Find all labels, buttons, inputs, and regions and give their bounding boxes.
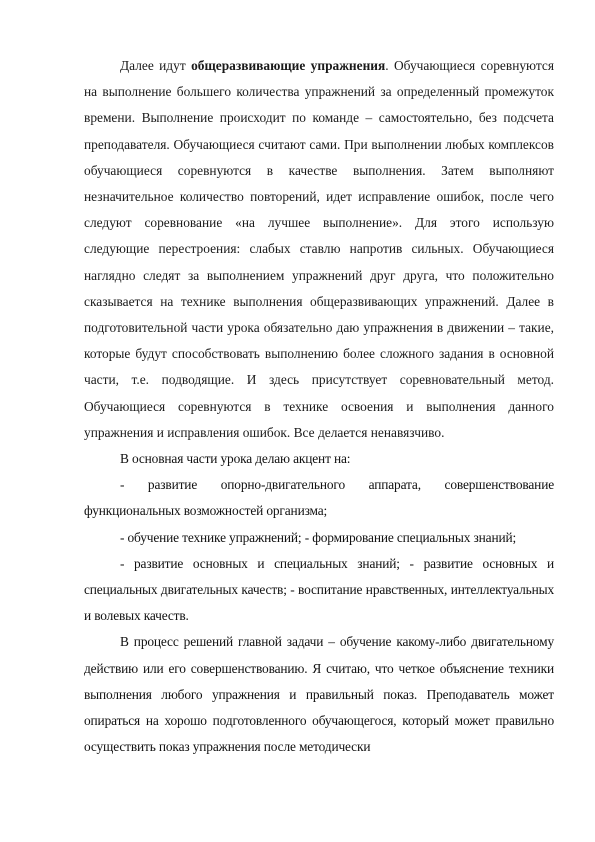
- paragraph-lead-in: Далее идут: [120, 58, 192, 73]
- list-item-technique: - обучение технике упражнений; - формирование специальных знаний;: [120, 529, 517, 545]
- document-body: [84, 53, 554, 760]
- paragraph-main-task: В процесс решений главной задачи – обучение какому-либо двигательному действию или его совершенствованию. Я считаю, что четкое объяснение техники выполнения любого упражнения и правильный показ. Преподаватель может опираться на хорошо подготовленного обучающегося, который может правильно осуществить показ упражнения после методически: [84, 634, 554, 755]
- list-item-qualities: - развитие основных и специальных знаний; - развитие основных и специальных двигательных качеств; - воспитание нравственных, интеллектуальных и волевых качеств.: [84, 555, 554, 624]
- list-item-development: - развитие опорно-двигательного аппарата, совершенствование функциональных возможностей организма;: [84, 477, 554, 519]
- paragraph-continuation: . Обучающиеся соревнуются на выполнение большего количества упражнений за определенный промежуток времени. Выполнение происходит по команде – самостоятельно, без подсчета преподавателя. Обучающиеся считают сами. При выполнении любых комплексов обучающиеся соревнуются в качестве выполнения. Затем выполняют незначительное количество повторений, идет исправление ошибок, после чего следуют соревнование «на лучшее выполнение». Для этого использую следующие перестроения: слабых ставлю напротив сильных. Обучающиеся наглядно следят за выполнением упражнений друг друга, что положительно сказывается на технике выполнения общеразвивающих упражнений. Далее в подготовительной части урока обязательно даю упражнения в движении – такие, которые будут способствовать выполнению более сложного задания в основной части, т.е. подводящие. И здесь присутствует соревновательный метод. Обучающиеся соревнуются в технике освоения и выполнения данного упражнения и исправления ошибок. Все делается ненавязчиво.: [84, 58, 554, 440]
- paragraph-warmup-exercises: [84, 53, 554, 446]
- paragraph-main-part-intro: В основная части урока делаю акцент на:: [120, 451, 351, 467]
- bold-term: общеразвивающие упражнения: [191, 58, 386, 73]
